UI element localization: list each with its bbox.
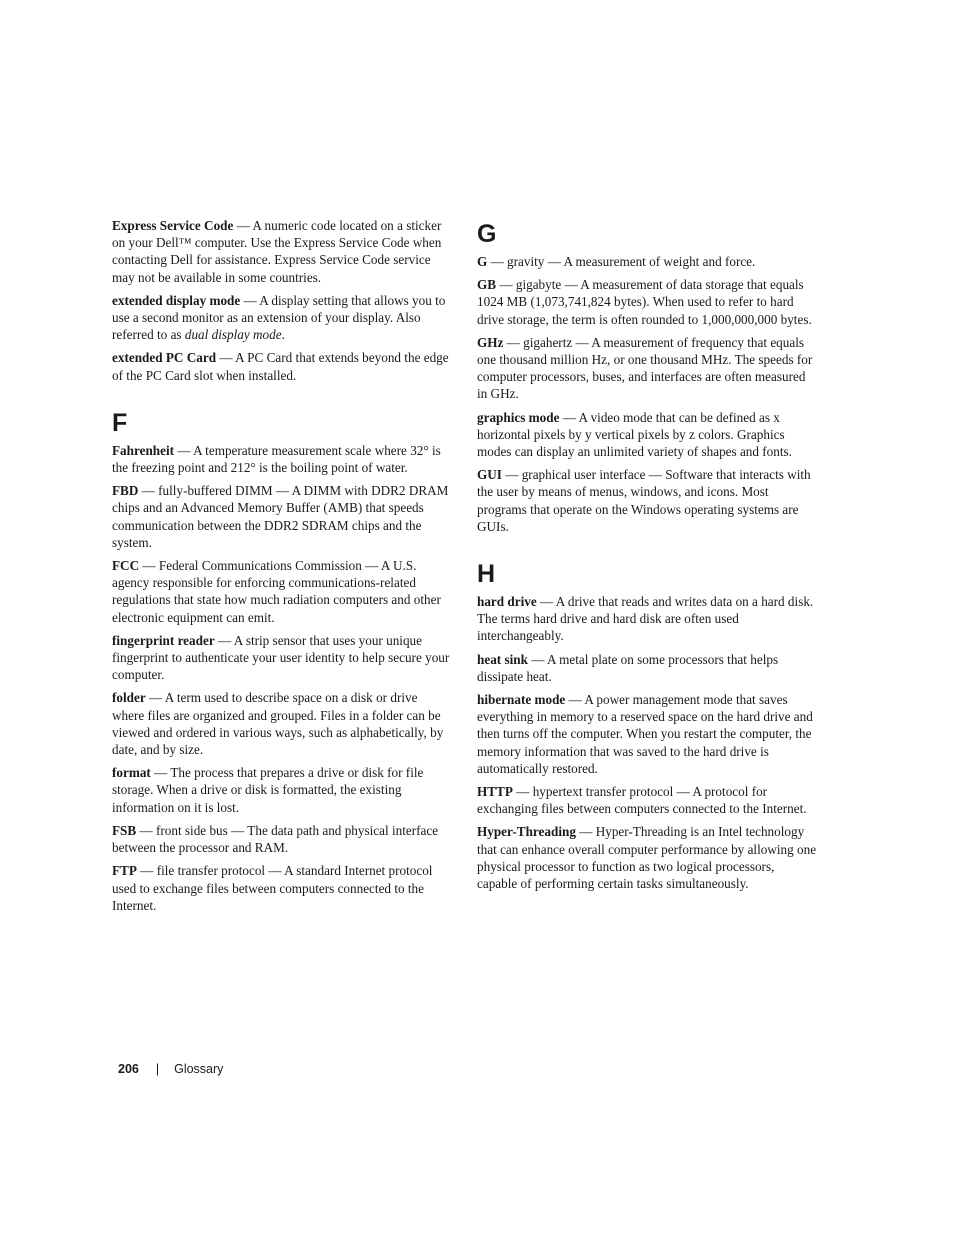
glossary-entry [112, 349, 450, 383]
glossary-entry [112, 862, 450, 914]
glossary-entry [112, 822, 450, 856]
entry-term: fingerprint reader [112, 632, 215, 648]
glossary-entry [477, 334, 817, 403]
entry-term: FCC [112, 558, 140, 574]
entry-definition: — The process that prepares a drive or disk for file storage. When a drive or disk is formatted, the existing information on it is lost. [112, 765, 424, 815]
entry-definition: — graphical user interface — Software that interacts with the user by means of menus, windows, and icons. Most programs that operate on the Windows operating systems are GUIs. [477, 467, 811, 534]
entry-term: FSB [112, 822, 137, 838]
entry-definition: — file transfer protocol — A standard Internet protocol used to exchange files between computers connected to the Internet. [112, 863, 433, 913]
entry-term: FBD [112, 483, 139, 499]
entry-term: GHz [477, 334, 504, 350]
glossary-entry [112, 764, 450, 816]
glossary-entry [477, 466, 817, 535]
entry-term: FTP [112, 863, 137, 879]
entry-term: Express Service Code [112, 218, 234, 233]
page-number: 206 [118, 1062, 139, 1076]
glossary-entry [477, 651, 817, 685]
section-heading-f: F [112, 408, 128, 437]
glossary-entry [112, 482, 450, 551]
glossary-entry [112, 632, 450, 684]
entry-term: G [477, 254, 488, 269]
section-heading-g: G [477, 220, 497, 248]
entry-italic-term: dual display mode [184, 327, 282, 343]
entry-definition: — A strip sensor that uses your unique fingerprint to authenticate your user identity to help secure your computer. [112, 632, 450, 683]
glossary-entry [477, 253, 817, 270]
glossary-entry [112, 689, 450, 758]
glossary-entry [477, 276, 817, 328]
entry-term: GUI [477, 467, 502, 483]
entry-term: hibernate mode [477, 692, 566, 708]
entry-term: graphics mode [477, 409, 560, 425]
entry-definition: — Federal Communications Commission — A U.S. agency responsible for enforcing communications-related regulations that state how much radiation computers and other electronic equipment can emit. [112, 558, 441, 625]
entry-definition: — front side bus — The data path and physical interface between the processor and RAM. [112, 822, 439, 856]
entry-term: HTTP [477, 784, 513, 800]
entry-term: extended display mode [112, 292, 241, 308]
section-title: Glossary [174, 1062, 224, 1076]
entry-definition: — A temperature measurement scale where 32° is the freezing point and 212° is the boiling point of water. [112, 442, 441, 476]
glossary-entry [112, 442, 450, 476]
entry-definition: — A video mode that can be defined as x horizontal pixels by y vertical pixels by z colors. Graphics modes can display an unlimited variety of shapes and fonts. [477, 409, 792, 460]
glossary-entry [477, 409, 817, 461]
glossary-entry [112, 217, 450, 286]
glossary-entry [112, 292, 450, 344]
glossary-entry [112, 557, 450, 626]
entry-definition: — fully-buffered DIMM — A DIMM with DDR2 DRAM chips and an Advanced Memory Buffer (AMB) that speeds communication between the DDR2 SDRAM chips and the system. [112, 483, 449, 550]
entry-definition: — A drive that reads and writes data on a hard disk. The terms hard drive and hard disk are often used interchangeably. [477, 594, 814, 644]
entry-definition: — A power management mode that saves everything in memory to a reserved space on the hard drive and then turns off the computer. When you restart the computer, the memory information that was saved to the hard drive is automatically restored. [477, 692, 813, 776]
glossary-entry [477, 593, 817, 645]
entry-definition: — A PC Card that extends beyond the edge of the PC Card slot when installed. [112, 350, 449, 383]
entry-term: format [112, 765, 151, 781]
entry-definition: — A term used to describe space on a disk or drive where files are organized and grouped. Files in a folder can be viewed and ordered in various ways, such as alphabetically, by date, and by size. [112, 690, 444, 758]
entry-definition: — gigabyte — A measurement of data storage that equals 1024 MB (1,073,741,824 bytes). When used to refer to hard drive storage, the term is often rounded to 1,000,000,000 bytes. [477, 277, 812, 327]
footer-separator: | [155, 1062, 160, 1076]
section-heading-h: H [477, 560, 496, 589]
entry-definition: — hypertext transfer protocol — A protocol for exchanging files between computers connected to the Internet. [477, 784, 807, 817]
glossary-entry [477, 783, 817, 817]
entry-term: hard drive [477, 594, 537, 610]
entry-term: heat sink [477, 651, 528, 667]
glossary-entry [477, 823, 817, 892]
entry-definition: — A numeric code located on a sticker on your Dell™ computer. Use the Express Service Code when contacting Dell for assistance. Express Service Code service may not be available in some countries. [112, 218, 442, 285]
entry-definition: — A display setting that allows you to use a second monitor as an extension of your display. Also referred to as [112, 292, 446, 343]
entry-term: Fahrenheit [112, 442, 175, 458]
entry-tail: . [281, 327, 285, 343]
glossary-right-column [477, 217, 817, 898]
entry-term: folder [112, 690, 146, 706]
page-footer [118, 1062, 223, 1076]
entry-definition: — gravity — A measurement of weight and force. [487, 254, 756, 269]
entry-definition: — Hyper-Threading is an Intel technology that can enhance overall computer performance by allowing one physical processor to function as two logical processors, capable of performing certain tasks simultaneously. [477, 824, 817, 892]
entry-term: extended PC Card [112, 350, 217, 366]
entry-term: Hyper-Threading [477, 824, 576, 840]
entry-term: GB [477, 277, 497, 293]
entry-definition: — A metal plate on some processors that helps dissipate heat. [477, 651, 779, 684]
glossary-left-column [112, 217, 450, 920]
entry-definition: — gigahertz — A measurement of frequency that equals one thousand million Hz, or one thousand MHz. The speeds for computer processors, buses, and interfaces are often measured in GHz. [477, 334, 813, 402]
glossary-entry [477, 691, 817, 777]
